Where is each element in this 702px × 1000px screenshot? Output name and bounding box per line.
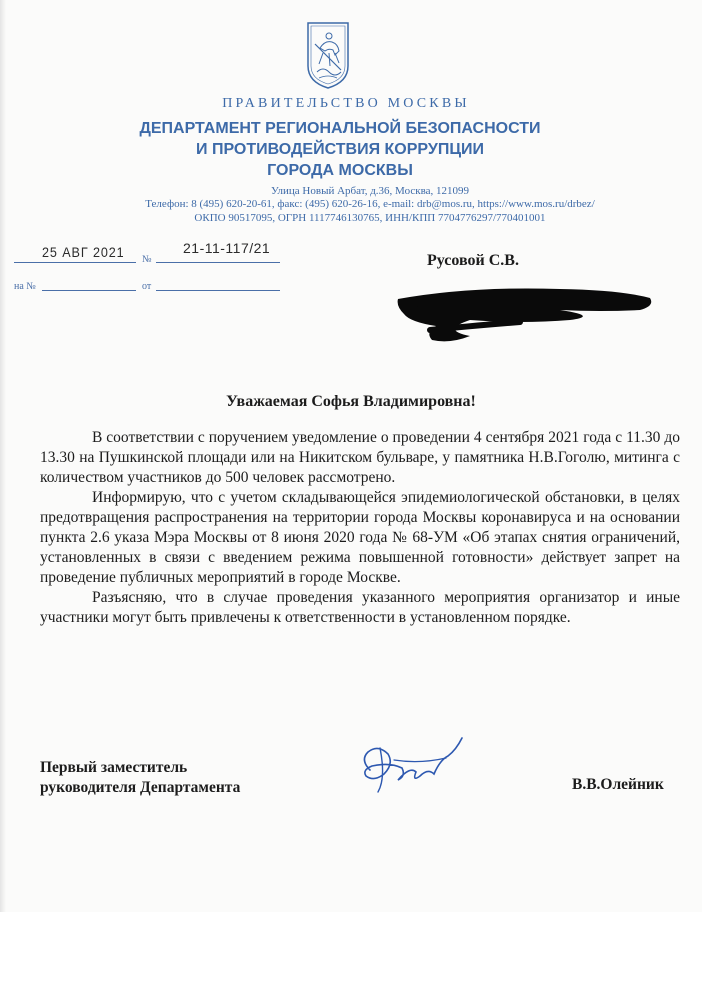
signer-title-line-1: Первый заместитель (40, 759, 188, 776)
department-address: Улица Новый Арбат, д.36, Москва, 121099 (270, 185, 469, 197)
department-requisites: ОКПО 90517095, ОГРН 1117746130765, ИНН/КПП 7704776297/770401001 (194, 212, 546, 224)
handwritten-signature-icon (350, 730, 480, 800)
reference-label: на № (14, 281, 36, 292)
government-title: ПРАВИТЕЛЬСТВО МОСКВЫ (222, 96, 470, 111)
greeting: Уважаемая Софья Владимировна! (226, 393, 476, 410)
addressee-name: Русовой С.В. (427, 252, 519, 269)
department-contacts: Телефон: 8 (495) 620-20-61, факс: (495) 620-26-16, e-mail: drb@mos.ru, https://www.mos.ru/drbez/ (145, 198, 595, 210)
department-name-line-2: И ПРОТИВОДЕЙСТВИЯ КОРРУПЦИИ (196, 141, 484, 158)
number-label: № (142, 254, 152, 265)
registration-date-stamp: 25 АВГ 2021 (42, 244, 125, 260)
bottom-margin (0, 912, 702, 1000)
letter-body (40, 428, 680, 628)
signer-name: В.В.Олейник (572, 776, 664, 793)
registration-number: 21-11-117/21 (183, 240, 271, 256)
paragraph-notification: В соответствии с поручением уведомление о проведении 4 сентября 2021 года с 11.30 до 13.30 на Пушкинской площади или на Никитском бульваре, у памятника Н.В.Гоголю, митинга с количеством участников до 500 человек рассмотрено. (40, 429, 680, 486)
signer-title-line-2: руководителя Департамента (40, 779, 241, 796)
from-label: от (142, 281, 152, 292)
department-name-line-3: ГОРОДА МОСКВЫ (267, 162, 413, 179)
department-name-line-1: ДЕПАРТАМЕНТ РЕГИОНАЛЬНОЙ БЕЗОПАСНОСТИ (139, 120, 541, 137)
paragraph-responsibility: Разъясняю, что в случае проведения указанного мероприятия организатор и иные участники могут быть привлечены к ответственности в установленном порядке. (40, 589, 680, 626)
signer-title (40, 758, 240, 798)
paragraph-prohibition: Информирую, что с учетом складывающейся эпидемиологической обстановки, в целях предотвращения распространения на территории города Москвы коронавируса и на основании пункта 2.6 указа Мэра Москвы от 8 июня 2020 года № 68-УМ «Об этапах снятия ограничений, установленных в связи с введением режима повышенной готовности» действует запрет на проведение публичных мероприятий в городе Москве. (40, 489, 680, 586)
